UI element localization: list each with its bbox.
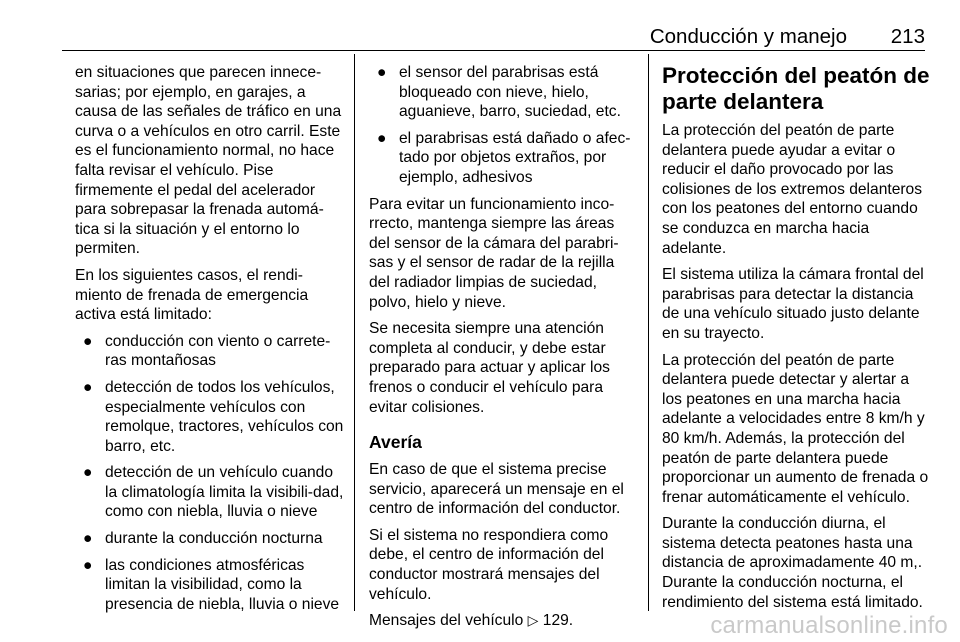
column-divider	[354, 54, 355, 611]
list-item-text: el sensor del parabrisas está bloqueado con nieve, hielo, aguanieve, barro, suciedad, etc.	[399, 64, 621, 121]
column-divider	[648, 54, 649, 611]
paragraph: En caso de que el sistema precise servicio, aparecerá un mensaje en el centro de información del conductor.	[369, 461, 624, 518]
column-3	[662, 63, 930, 619]
column-1	[75, 63, 345, 621]
bullet-list	[75, 332, 345, 615]
page-header	[62, 22, 925, 51]
bullet-icon: ●	[83, 530, 93, 548]
list-item-text: durante la conducción nocturna	[105, 530, 323, 548]
list-item	[369, 129, 637, 188]
page-number: 213	[890, 25, 925, 48]
paragraph: Para evitar un funcionamiento inco-rrecto, mantenga siempre las áreas del sensor de la cámara del parabri-sas y el sensor de radar de la rejilla del radiador limpias de suciedad, polvo, hielo y nieve.	[369, 195, 619, 311]
paragraph: Si el sistema no respondiera como debe, el centro de información del conductor mostrará mensajes del vehículo.	[369, 526, 609, 603]
list-item-text: detección de todos los vehículos, especialmente vehículos con remolque, tractores, vehículos con barro, etc.	[105, 378, 344, 455]
list-item	[75, 463, 345, 522]
list-item	[75, 332, 345, 371]
bullet-icon: ●	[377, 129, 387, 147]
bullet-icon: ●	[83, 464, 93, 482]
paragraph: El sistema utiliza la cámara frontal del parabrisas para detectar la distancia de una vehículo situado justo delante en su trayecto.	[662, 266, 924, 342]
paragraph: Durante la conducción diurna, el sistema detecta peatones hasta una distancia de aproximadamente 40 m,. Durante la conducción nocturna, el rendimiento del sistema está limitado.	[662, 515, 923, 611]
page-reference-icon: ▷	[527, 612, 539, 629]
paragraph: La protección del peatón de parte delantera puede ayudar a evitar o reducir el daño provocado por las colisiones de los extremos delanteros con los peatones del entorno cuando se conduzca en marcha hacia adelante.	[662, 122, 923, 257]
list-item-text: el parabrisas está dañado o afec-tado por objetos extraños, por ejemplo, adhesivos	[399, 129, 631, 186]
list-item-text: detección de un vehículo cuando la climatología limita la visibili-dad, como con niebla, lluvia o nieve	[105, 464, 344, 521]
bullet-icon: ●	[83, 556, 93, 574]
paragraph: Se necesita siempre una atención completa al conducir, y debe estar preparado para actuar y aplicar los frenos o conducir el vehículo para evitar colisiones.	[369, 320, 610, 416]
list-item	[75, 378, 345, 456]
list-item	[369, 63, 637, 122]
list-item	[75, 529, 345, 549]
cross-reference	[369, 611, 637, 631]
bullet-icon: ●	[83, 332, 93, 350]
bullet-list	[369, 63, 637, 188]
section-heading-averia: Avería	[369, 432, 422, 453]
cross-reference-text: Mensajes del vehículo	[369, 612, 524, 630]
bullet-icon: ●	[83, 378, 93, 396]
list-item-text: conducción con viento o carrete-ras montañosas	[105, 332, 331, 370]
paragraph: La protección del peatón de parte delantera puede detectar y alertar a los peatones en una marcha hacia adelante a velocidades entre 8 km/h y 80 km/h. Además, la protección del peatón de parte delantera puede proporcionar un aumento de frenada o frenar automáticamente el vehículo.	[662, 351, 929, 506]
column-2	[369, 63, 637, 638]
chapter-title: Conducción y manejo	[649, 25, 847, 48]
cross-reference-page: 129.	[542, 612, 574, 630]
paragraph: en situaciones que parecen innece-sarias; por ejemplo, en garajes, a causa de las señales de tráfico en una curva o a vehículos en otro carril. Este es el funcionamiento normal, no hace falta revisar el vehículo. Pise firmemente el pedal del acelerador para sobrepasar la frenada automá-tica si la situación y el entorno lo permiten.	[75, 64, 342, 258]
watermark: carmanualsonline.info	[710, 612, 948, 639]
bullet-icon: ●	[377, 64, 387, 81]
paragraph: En los siguientes casos, el rendi-miento de frenada de emergencia activa está limitado:	[75, 266, 309, 324]
list-item	[75, 556, 345, 615]
section-heading-pedestrian-protection: Protección del peatón de parte delantera	[662, 63, 930, 114]
list-item-text: las condiciones atmosféricas limitan la visibilidad, como la presencia de niebla, lluvia o nieve	[105, 556, 340, 613]
